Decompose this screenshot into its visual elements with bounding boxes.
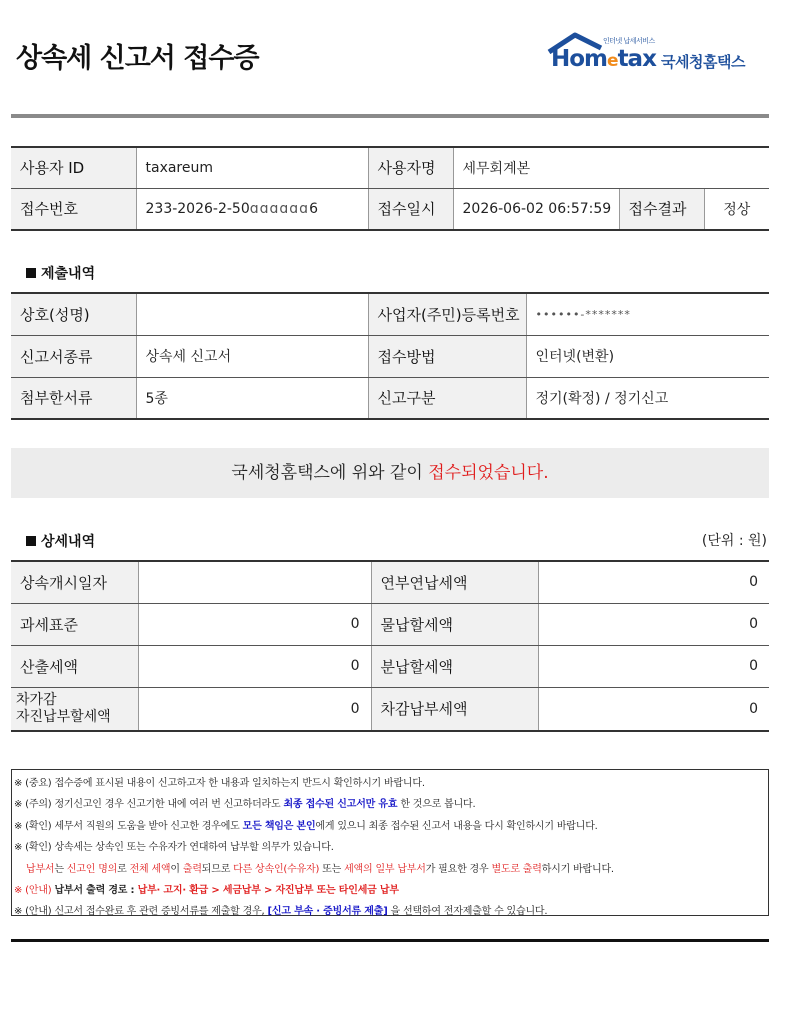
receipt-no-label: 접수번호 — [11, 188, 136, 230]
detail-label: 연부연납세액 — [371, 561, 538, 603]
receipt-date-value: 2026-06-02 06:57:59 — [453, 188, 619, 230]
company-label: 상호(성명) — [11, 293, 136, 335]
receipt-no-value: 233-2026-2-50ɑɑɑɑɑɑ6 — [136, 188, 368, 230]
category-label: 신고구분 — [368, 377, 526, 419]
detail-value: 0 — [138, 603, 371, 645]
square-bullet-icon — [26, 536, 36, 546]
company-value — [136, 293, 368, 335]
detail-value: 0 — [538, 603, 769, 645]
square-bullet-icon — [26, 268, 36, 278]
submission-table — [11, 292, 769, 420]
user-name-label: 사용자명 — [368, 147, 453, 188]
user-name-value: 세무회계본 — [453, 147, 769, 188]
detail-label: 차감납부세액 — [371, 687, 538, 731]
page-title: 상속세 신고서 접수증 — [16, 43, 259, 74]
user-id-label: 사용자 ID — [11, 147, 136, 188]
header-divider — [11, 114, 769, 118]
method-value: 인터넷(변환) — [526, 335, 769, 377]
notice-line: 납부서는 신고인 명의로 전체 세액이 출력되므로 다른 상속인(수유자) 또는 세액의 일부 납부서가 필요한 경우 별도로 출력하시기 바랍니다. — [26, 863, 614, 875]
detail-value: 0 — [538, 561, 769, 603]
notice-box — [11, 769, 769, 916]
unit-label: (단위 : 원) — [701, 533, 767, 549]
method-label: 접수방법 — [368, 335, 526, 377]
hometax-logo — [545, 32, 760, 78]
result-value: 정상 — [704, 188, 769, 230]
reg-no-value: ••••••-******* — [526, 293, 769, 335]
result-label: 접수결과 — [619, 188, 704, 230]
detail-label: 과세표준 — [11, 603, 138, 645]
submission-section-heading: 제출내역 — [26, 263, 95, 283]
detail-label: 상속개시일자 — [11, 561, 138, 603]
form-type-value: 상속세 신고서 — [136, 335, 368, 377]
logo-korean: 국세청홈택스 — [661, 53, 745, 71]
category-value: 정기(확정) / 정기신고 — [526, 377, 769, 419]
notice-line: ※ (확인) 세무서 직원의 도움을 받아 신고한 경우에도 모든 책임은 본인에게 있으니 최종 접수된 신고서 내용을 다시 확인하시기 바랍니다. — [14, 820, 598, 832]
notice-line: ※ (안내) 신고서 접수완료 후 관련 증빙서류를 제출할 경우, [신고 부속 · 증빙서류 제출] 을 선택하여 전자제출할 수 있습니다. — [14, 906, 548, 918]
user-info-table — [11, 146, 769, 231]
attach-label: 첨부한서류 — [11, 377, 136, 419]
reg-no-label: 사업자(주민)등록번호 — [368, 293, 526, 335]
notice-line: ※ (안내) 납부서 출력 경로 : 납부· 고지· 환급 > 세금납부 > 자진납부 또는 타인세금 납부 — [14, 885, 399, 897]
detail-label: 산출세액 — [11, 645, 138, 687]
detail-value — [138, 561, 371, 603]
detail-value: 0 — [138, 687, 371, 731]
notice-line: ※ (주의) 정기신고인 경우 신고기한 내에 여러 번 신고하더라도 최종 접수된 신고서만 유효 한 것으로 봅니다. — [14, 799, 476, 811]
detail-table — [11, 560, 769, 732]
footer-divider — [11, 939, 769, 942]
detail-label: 차가감 자진납부할세액 — [11, 687, 138, 731]
receipt-date-label: 접수일시 — [368, 188, 453, 230]
notice-line: ※ (확인) 상속세는 상속인 또는 수유자가 연대하여 납부할 의무가 있습니다. — [14, 842, 334, 854]
detail-label: 물납할세액 — [371, 603, 538, 645]
logo-tagline: 인터넷 납세서비스 — [603, 37, 655, 45]
form-type-label: 신고서종류 — [11, 335, 136, 377]
detail-section-heading: 상세내역 — [26, 531, 95, 551]
logo-wordmark: Hometax — [551, 46, 656, 72]
notice-line: ※ (중요) 접수증에 표시된 내용이 신고하고자 한 내용과 일치하는지 반드시 확인하시기 바랍니다. — [14, 778, 425, 789]
receipt-confirmation-banner: 국세청홈택스에 위와 같이 접수되었습니다. — [11, 448, 769, 498]
detail-value: 0 — [538, 645, 769, 687]
detail-value: 0 — [538, 687, 769, 731]
detail-value: 0 — [138, 645, 371, 687]
user-id-value: taxareum — [136, 147, 368, 188]
attach-value: 5종 — [136, 377, 368, 419]
detail-label: 분납할세액 — [371, 645, 538, 687]
